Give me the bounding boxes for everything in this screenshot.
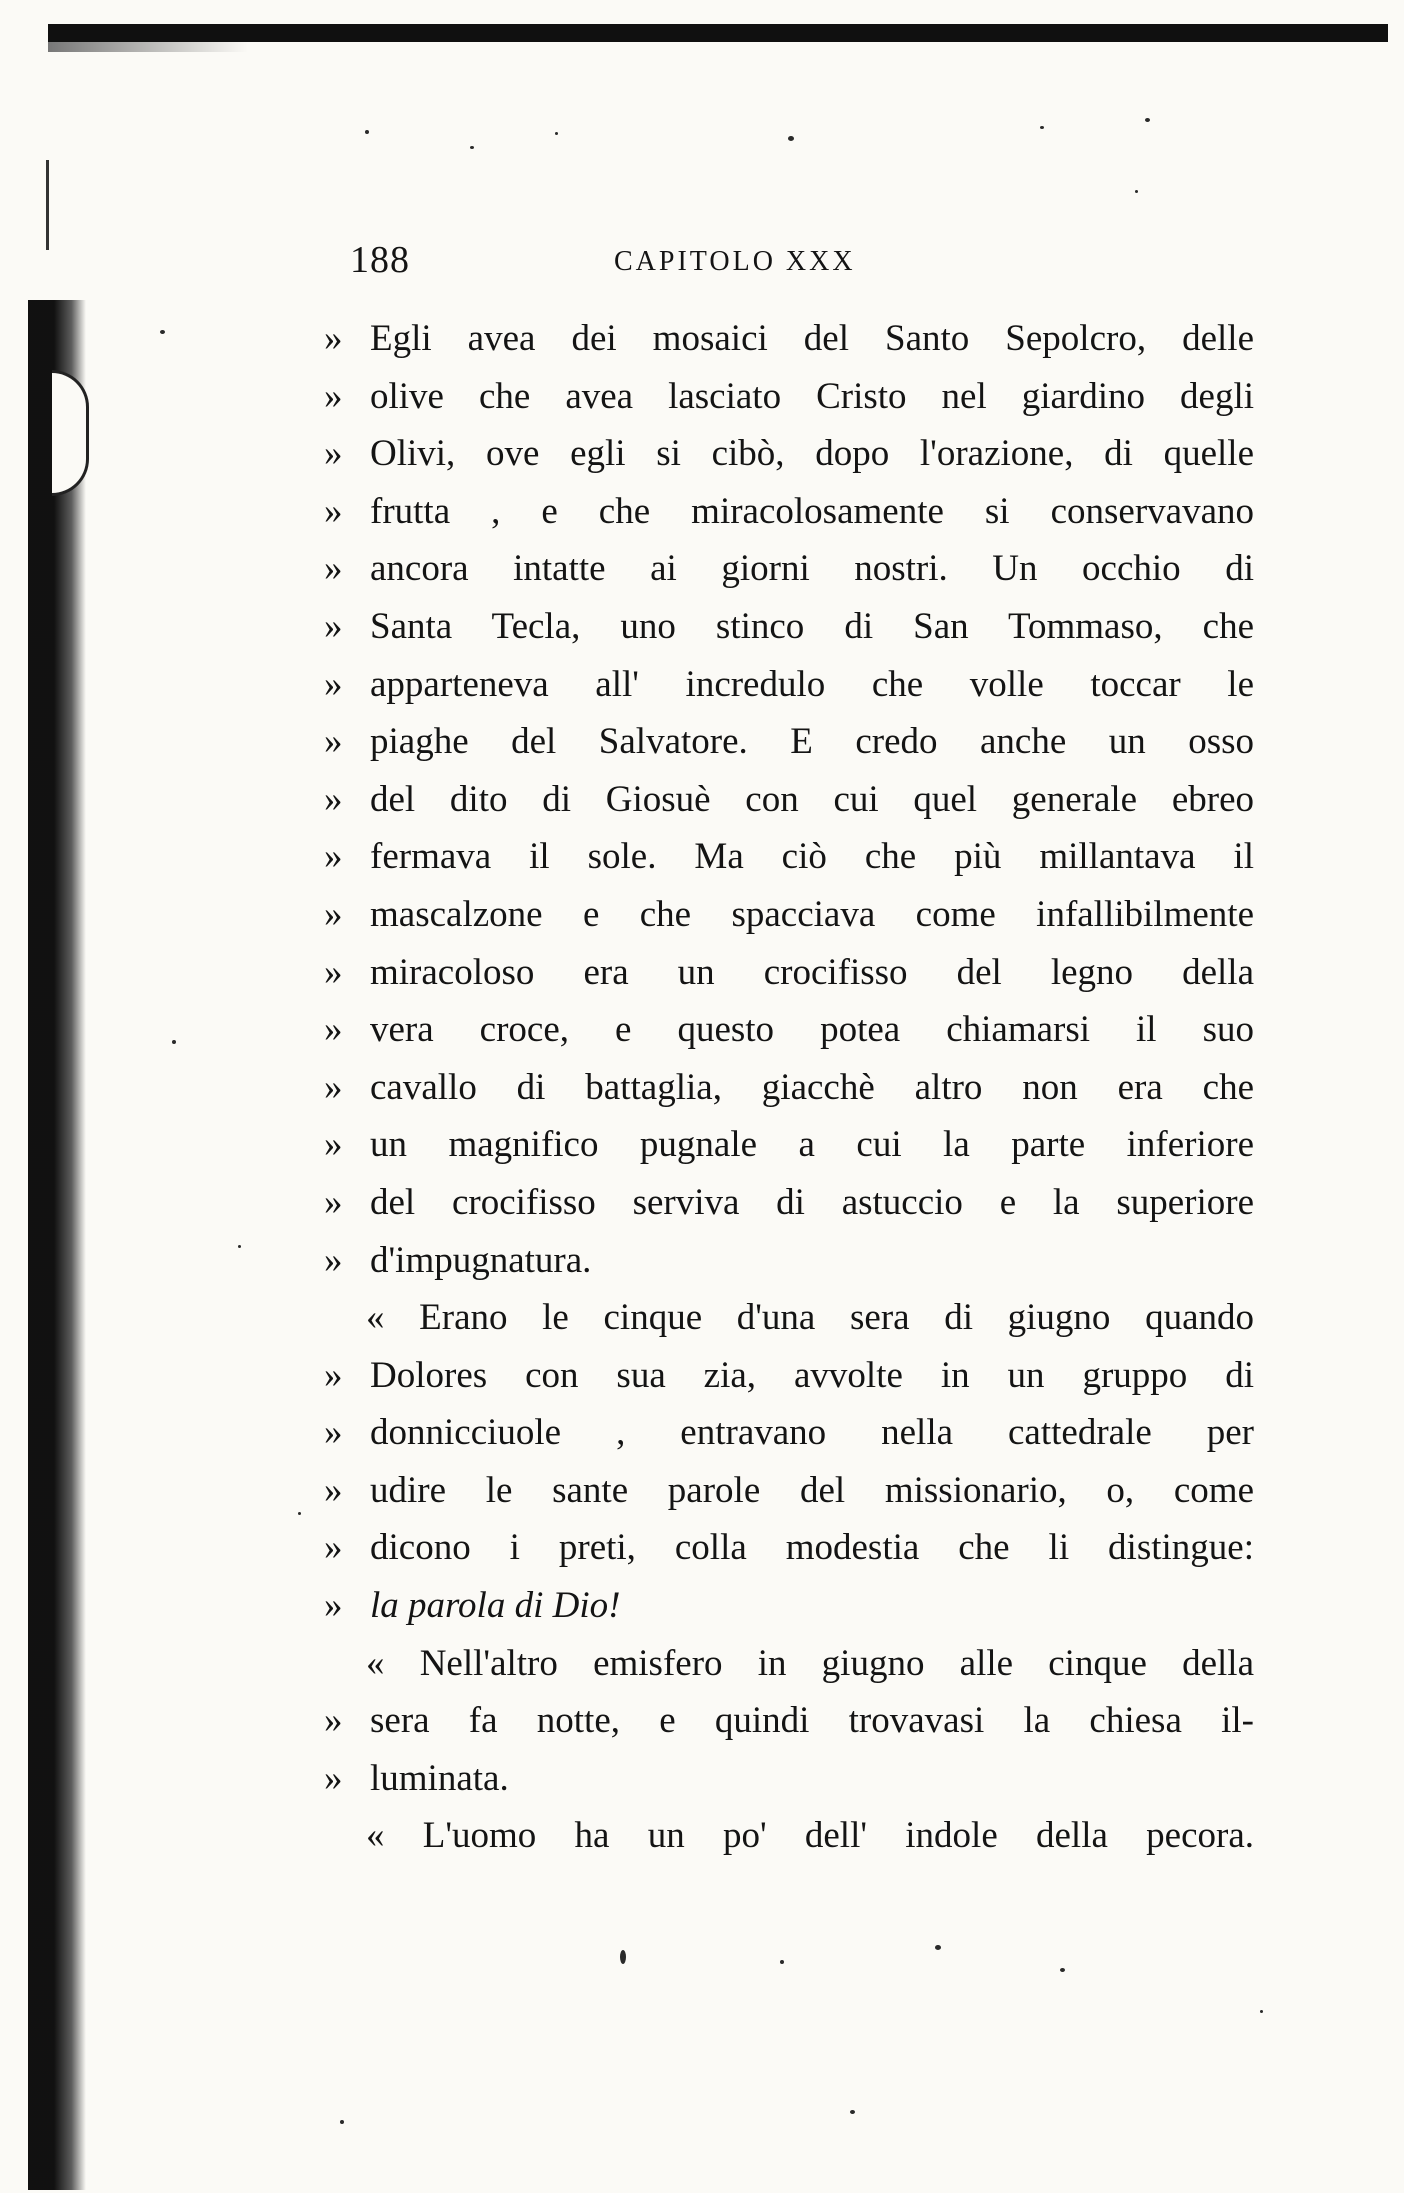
scan-speck [935, 1945, 941, 1950]
line-text: sera fa notte, e quindi trovavasi la chiesa il- [370, 1700, 1254, 1742]
quote-mark: » [324, 1066, 343, 1108]
line-text: Olivi, ove egli si cibò, dopo l'orazione, di quelle [370, 433, 1254, 475]
line-text: frutta , e che miracolosamente si conservavano [370, 490, 1254, 532]
line-text: miracoloso era un crocifisso del legno della [370, 951, 1254, 993]
scan-speck [340, 2120, 344, 2124]
text-line [324, 540, 1254, 598]
scan-speck [620, 1950, 626, 1964]
line-text: « L'uomo ha un po' dell' indole della pecora. [366, 1815, 1254, 1857]
quote-mark: » [324, 663, 343, 705]
line-text: del crocifisso serviva di astuccio e la superiore [370, 1181, 1254, 1223]
text-line [324, 656, 1254, 714]
scan-speck [1040, 126, 1044, 129]
text-line [324, 886, 1254, 944]
scan-speck [788, 136, 794, 141]
text-line [324, 1462, 1254, 1520]
quote-mark: » [324, 605, 343, 647]
quote-mark: » [324, 1527, 343, 1569]
line-text: fermava il sole. Ma ciò che più millantava il [370, 836, 1254, 878]
quote-mark: » [324, 1009, 343, 1051]
scan-speck [172, 1040, 176, 1044]
line-text: vera croce, e questo potea chiamarsi il suo [370, 1009, 1254, 1051]
line-text: donnicciuole , entravano nella cattedrale per [370, 1412, 1254, 1454]
text-line [324, 1232, 1254, 1290]
text-line [324, 425, 1254, 483]
line-text: dicono i preti, colla modestia che li distingue: [370, 1527, 1254, 1569]
page-top-edge-shadow [48, 42, 248, 52]
quote-mark: » [324, 721, 343, 763]
quote-mark: » [324, 778, 343, 820]
text-line [324, 1116, 1254, 1174]
line-text: cavallo di battaglia, giacchè altro non era che [370, 1066, 1254, 1108]
quote-mark: » [324, 548, 343, 590]
binding-mark [46, 160, 49, 250]
text-line [324, 771, 1254, 829]
scan-speck [1060, 1968, 1065, 1972]
scan-speck [555, 132, 558, 135]
scan-speck [365, 130, 369, 134]
quote-mark: » [324, 1700, 343, 1742]
quote-mark: » [324, 318, 343, 359]
quote-mark: » [324, 1181, 343, 1223]
text-line [324, 368, 1254, 426]
text-line [324, 1750, 1254, 1808]
line-text: Santa Tecla, uno stinco di San Tommaso, che [370, 605, 1254, 647]
text-line [324, 1404, 1254, 1462]
text-line [324, 310, 1254, 368]
quote-mark: » [324, 433, 343, 475]
quote-mark: » [324, 490, 343, 532]
body-text [324, 310, 1254, 1865]
scan-speck [1260, 2010, 1263, 2013]
scan-speck [160, 330, 165, 334]
scan-speck [238, 1245, 241, 1248]
quote-mark: » [324, 1239, 343, 1281]
scan-speck [470, 146, 474, 149]
text-line [324, 1347, 1254, 1405]
quote-mark: » [324, 1585, 343, 1627]
text-line [324, 1692, 1254, 1750]
text-line [324, 1519, 1254, 1577]
line-text: d'impugnatura. [370, 1239, 592, 1281]
paragraph-start-line [324, 1635, 1254, 1693]
text-line [324, 1001, 1254, 1059]
quote-mark: » [324, 893, 343, 935]
line-text: del dito di Giosuè con cui quel generale ebreo [370, 778, 1254, 820]
line-text: Dolores con sua zia, avvolte in un gruppo di [370, 1354, 1254, 1396]
quote-mark: » [324, 375, 343, 417]
scan-speck [780, 1960, 784, 1964]
line-text-italic: la parola di Dio! [370, 1585, 621, 1627]
page-top-edge [48, 24, 1388, 42]
quote-mark: » [324, 1412, 343, 1454]
line-text: « Nell'altro emisfero in giugno alle cinque della [366, 1642, 1254, 1684]
text-line [324, 1174, 1254, 1232]
scan-speck [1145, 118, 1150, 122]
line-text: olive che avea lasciato Cristo nel giardino degli [370, 375, 1254, 417]
line-text: luminata. [370, 1757, 509, 1799]
text-line [324, 483, 1254, 541]
line-text: Egli avea dei mosaici del Santo Sepolcro, delle [370, 318, 1254, 359]
text-line [324, 944, 1254, 1002]
spine-curl [52, 370, 89, 496]
line-text: « Erano le cinque d'una sera di giugno quando [366, 1297, 1254, 1339]
line-text: ancora intatte ai giorni nostri. Un occhio di [370, 548, 1254, 590]
page-header [350, 238, 1250, 288]
book-spine-shadow [28, 300, 86, 2190]
scan-speck [298, 1512, 301, 1515]
scan-speck [1135, 190, 1138, 193]
running-head: CAPITOLO XXX [614, 246, 856, 277]
page-number: 188 [350, 239, 410, 281]
line-text: un magnifico pugnale a cui la parte inferiore [370, 1124, 1254, 1166]
paragraph-start-line [324, 1807, 1254, 1865]
quote-mark: » [324, 1354, 343, 1396]
quote-mark: » [324, 1757, 343, 1799]
text-line [324, 1577, 1254, 1635]
line-text: apparteneva all' incredulo che volle toccar le [370, 663, 1254, 705]
quote-mark: » [324, 1124, 343, 1166]
quote-mark: » [324, 1469, 343, 1511]
text-line [324, 828, 1254, 886]
quote-mark: » [324, 951, 343, 993]
text-line [324, 598, 1254, 656]
scan-speck [850, 2110, 855, 2114]
line-text: udire le sante parole del missionario, o, come [370, 1469, 1254, 1511]
quote-mark: » [324, 836, 343, 878]
text-line [324, 1059, 1254, 1117]
line-text: piaghe del Salvatore. E credo anche un osso [370, 721, 1254, 763]
text-line [324, 713, 1254, 771]
line-text: mascalzone e che spacciava come infallibilmente [370, 893, 1254, 935]
paragraph-start-line [324, 1289, 1254, 1347]
